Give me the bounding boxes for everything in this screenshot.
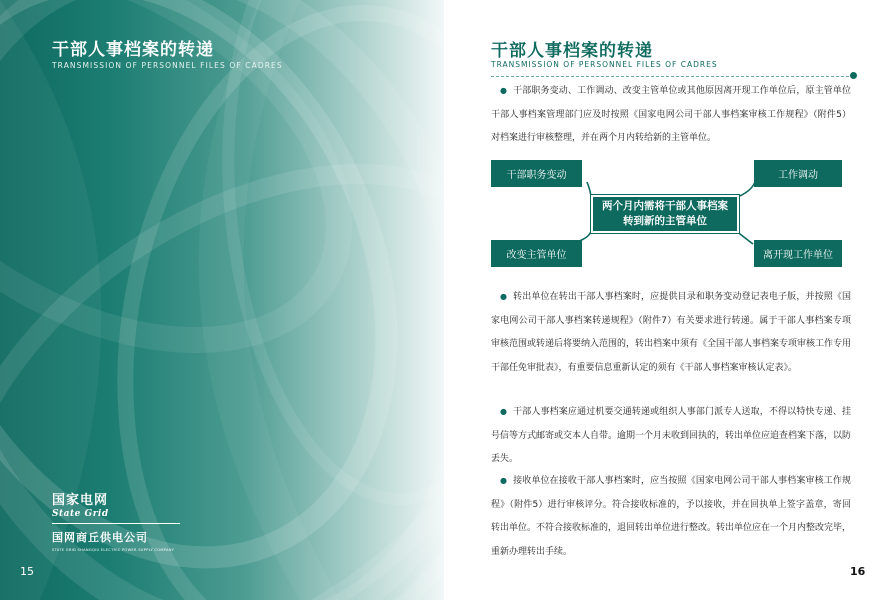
logo-divider: [52, 523, 180, 524]
logo-name-en: State Grid: [52, 509, 109, 519]
logo-name-cn: 国家电网: [52, 493, 109, 508]
company-logo: [52, 489, 180, 552]
box-center-requirement: [591, 195, 739, 233]
box-job-transfer: 工作调动: [754, 160, 842, 187]
paragraph-1: [491, 79, 851, 151]
paragraph-2: [491, 285, 851, 380]
page-number-right: 16: [850, 565, 866, 578]
paragraph-3-text: 干部人事档案应通过机要交通转递或组织人事部门派专人送取，不得以特快专递、挂号信等方式邮寄或交本人自带。逾期一个月未收到回执的，转出单位应追查档案下落，以防丢失。: [491, 407, 852, 464]
divider-dot-icon: [850, 72, 857, 79]
paragraph-4-text: 接收单位在接收干部人事档案时，应当按照《国家电网公司干部人事档案审核工作规程》（附件5）进行审核评分。符合接收标准的，予以接收，并在回执单上签字盖章，寄回转出单位。不符合接收标准的，退回转出单位进行整改。转出单位应在一个月内整改完毕，重新办理转出手续。: [491, 476, 852, 557]
paragraph-1-text: 干部职务变动、工作调动、改变主管单位或其他原因离开现工作单位后，原主管单位干部人事档案管理部门应及时按照《国家电网公司干部人事档案审核工作规程》（附件5）对档案进行审核整理，并在两个月内转给新的主管单位。: [491, 86, 851, 143]
bullet-icon: ●: [500, 292, 508, 301]
logo-company-cn: 国网商丘供电公司: [52, 531, 148, 544]
box-leave-unit: 离开现工作单位: [754, 240, 842, 267]
center-text-line1: 两个月内需将干部人事档案: [602, 200, 728, 212]
left-page-title: 干部人事档案的转递: [52, 40, 214, 60]
bullet-icon: ●: [500, 407, 508, 416]
right-page: [444, 0, 887, 600]
box-change-supervisor: 改变主管单位: [491, 240, 582, 267]
header-divider: [491, 76, 849, 77]
paragraph-2-text: 转出单位在转出干部人事档案时，应提供目录和职务变动登记表电子版，并按照《国家电网公司干部人事档案转递规程》（附件7）有关要求进行转递。属于干部人事档案专项审核范围或转递后将要纳入范围的，转出档案中须有《全国干部人事档案专项审核工作专用干部任免审批表》，有重要信息重新认定的须有《干部人事档案审核认定表》。: [491, 292, 852, 373]
box-position-change: 干部职务变动: [491, 160, 582, 187]
paragraph-4: [491, 469, 851, 564]
right-page-title: 干部人事档案的转递: [491, 41, 653, 61]
bullet-icon: ●: [500, 476, 508, 485]
right-page-subtitle: TRANSMISSION OF PERSONNEL FILES OF CADRES: [491, 60, 718, 69]
page-number-left: 15: [20, 565, 34, 578]
transfer-diagram: [491, 160, 843, 268]
logo-company-en: STATE GRID SHANGQIU ELECTRIC POWER SUPPLY COMPANY: [52, 548, 175, 552]
paragraph-3: [491, 400, 851, 472]
center-text-line2: 转到新的主管单位: [623, 215, 707, 227]
left-page-subtitle: TRANSMISSION OF PERSONNEL FILES OF CADRES: [52, 61, 283, 70]
bullet-icon: ●: [500, 86, 508, 95]
